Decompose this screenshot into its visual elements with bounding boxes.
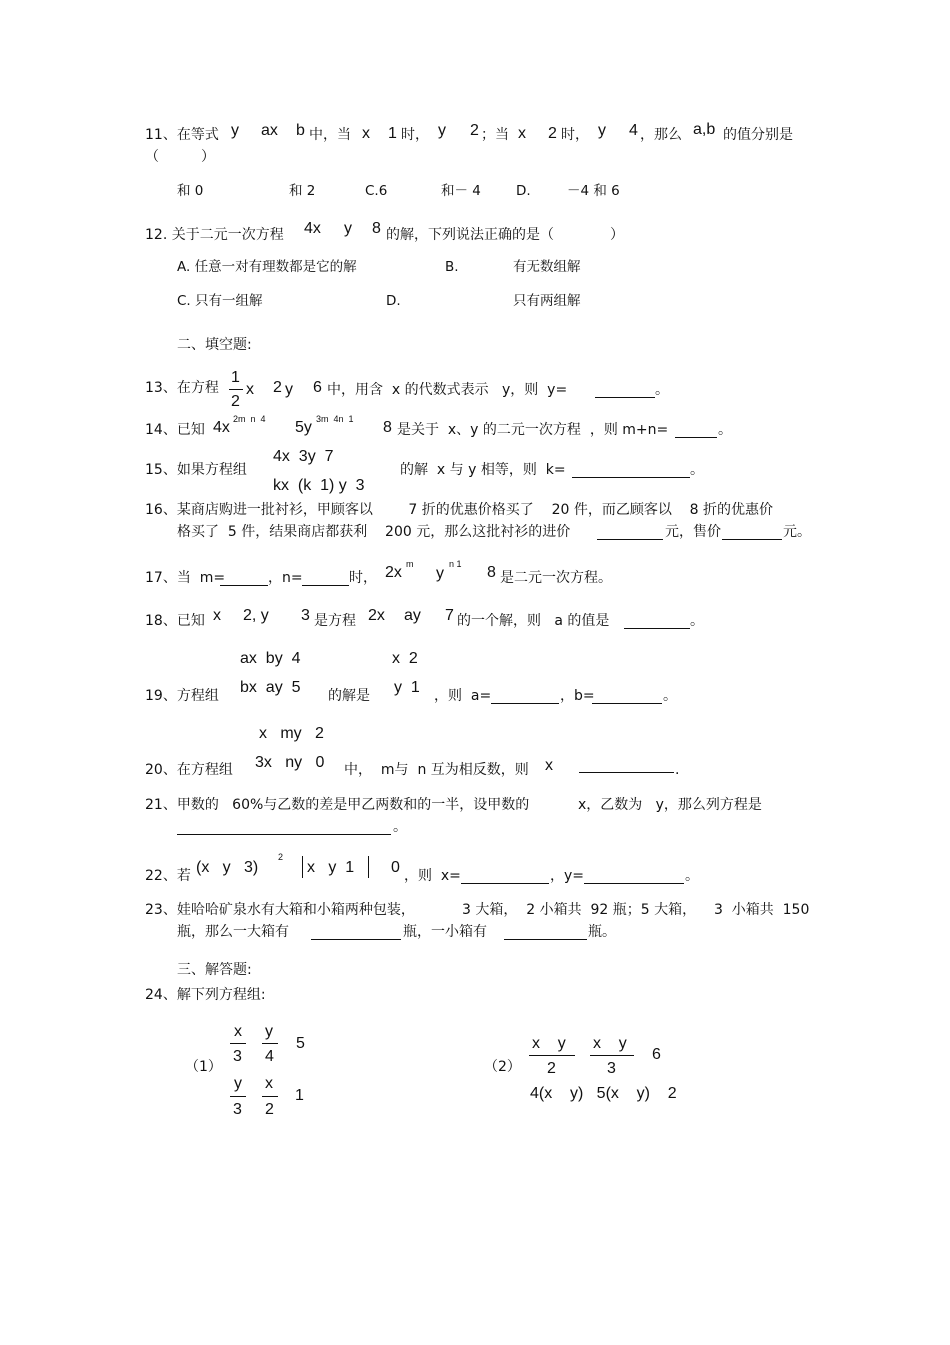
- q11-text: 时，: [561, 127, 589, 143]
- q12-option-d-text: 只有两组解: [513, 293, 581, 309]
- q17-blank: [220, 585, 268, 586]
- q15-blank: [572, 477, 690, 478]
- q18-end: 。: [690, 613, 704, 629]
- q11-option: 和 0: [177, 183, 204, 199]
- q24-fraction-num: x y: [593, 1035, 627, 1052]
- q13-text: 中，用含 x 的代数式表示 y，则 y=: [327, 382, 568, 398]
- q11-math: x: [362, 125, 370, 142]
- q14-math: 5y: [295, 419, 312, 436]
- q19-blank: [592, 703, 662, 704]
- q11-math: 4: [629, 122, 638, 139]
- q20-system-row: 3x ny 0: [255, 754, 325, 771]
- q16-blank: [722, 539, 782, 540]
- q13-fraction-num: 1: [231, 369, 240, 386]
- q18-math: 2x: [368, 607, 385, 624]
- fraction-bar: [262, 1096, 278, 1097]
- q11-math: 2: [548, 125, 557, 142]
- q13-math: 6: [313, 379, 322, 396]
- q24-fraction-num: y: [234, 1075, 242, 1092]
- q11-math: ax: [261, 122, 278, 139]
- q24-fraction-den: 3: [233, 1101, 242, 1118]
- q23-end: 瓶。: [588, 924, 616, 940]
- q21-text: x，乙数为 y，那么列方程是: [578, 797, 762, 813]
- q13-blank: [595, 397, 655, 398]
- fraction-bar: [229, 389, 243, 390]
- q11-math: y: [231, 122, 239, 139]
- q14-math: 8: [383, 419, 392, 436]
- q17-math: 2x: [385, 564, 402, 581]
- q11-option: 和－ 4: [441, 183, 481, 199]
- q24-fraction-den: 2: [547, 1060, 556, 1077]
- q12-option-a: A. 任意一对有理数都是它的解: [177, 259, 357, 275]
- q12-option-b-text: 有无数组解: [513, 259, 581, 275]
- q16-blank: [597, 539, 663, 540]
- q13-math: 2: [273, 379, 282, 396]
- q21-line1: 21、甲数的 60%与乙数的差是甲乙两数和的一半，设甲数的: [145, 797, 530, 813]
- q14-end: 。: [718, 422, 732, 438]
- q19-label: 19、方程组: [145, 688, 219, 704]
- q24-equation-row: 4(x y) 5(x y) 2: [530, 1085, 677, 1102]
- q22-text: ，y=: [550, 868, 585, 884]
- section-heading: 三、解答题:: [177, 962, 252, 978]
- q17-math: 8: [487, 564, 496, 581]
- q22-blank: [461, 883, 549, 884]
- q24-label: 24、解下列方程组:: [145, 987, 266, 1003]
- q21-blank: [177, 834, 391, 835]
- q24-rhs: 1: [295, 1087, 304, 1104]
- q23-text: 瓶，一小箱有: [403, 924, 487, 940]
- q23-line2: 瓶，那么一大箱有: [177, 924, 289, 940]
- q22-label: 22、若: [145, 868, 191, 884]
- q15-text: 的解 x 与 y 相等，则 k=: [400, 462, 566, 478]
- q24-fraction-num: x: [265, 1075, 273, 1092]
- fraction-bar: [230, 1096, 246, 1097]
- q20-math: x: [545, 757, 553, 774]
- q20-blank: [579, 772, 674, 773]
- q17-math: y: [436, 565, 444, 582]
- q19-system-row: ax by 4: [240, 650, 301, 667]
- q19-solution-row: x 2: [392, 650, 418, 667]
- q11-label: 11、在等式: [145, 127, 219, 143]
- q24-fraction-num: x y: [532, 1035, 566, 1052]
- q19-text: ，b=: [560, 688, 595, 704]
- q13-math: x: [246, 381, 254, 398]
- q11-text: ；当: [481, 127, 509, 143]
- q22-math: (x y 3): [196, 859, 259, 876]
- q15-end: 。: [690, 462, 704, 478]
- q13-end: 。: [655, 382, 669, 398]
- q14-label: 14、已知: [145, 422, 205, 438]
- q22-text: ，则 x=: [404, 868, 461, 884]
- q13-label: 13、在方程: [145, 380, 219, 396]
- fraction-bar: [590, 1055, 634, 1056]
- q14-exponent: 3m 4n 1: [316, 414, 354, 424]
- q18-math: 2, y: [243, 607, 269, 624]
- q24-part1-label: （1）: [185, 1059, 222, 1075]
- fraction-bar: [262, 1043, 278, 1044]
- q24-fraction-den: 4: [265, 1048, 274, 1065]
- q24-fraction-num: y: [265, 1023, 273, 1040]
- q11-math: x: [518, 125, 526, 142]
- q14-text: 是关于 x、y 的二元一次方程 ，则 m+n=: [397, 422, 669, 438]
- q11-math: 1: [388, 125, 397, 142]
- q18-label: 18、已知: [145, 613, 205, 629]
- q11-text: ，那么: [640, 127, 682, 143]
- q15-label: 15、如果方程组: [145, 462, 247, 478]
- q18-blank: [624, 628, 690, 629]
- q12-math: y: [344, 220, 352, 237]
- q16-line2: 格买了 5 件，结果商店都获利 200 元，那么这批衬衫的进价: [177, 524, 571, 540]
- q19-text: ，则 a=: [434, 688, 492, 704]
- q20-system-row: x my 2: [259, 725, 324, 742]
- q17-text: ，n=: [268, 570, 303, 586]
- abs-bar: [368, 856, 369, 878]
- q11-math: 2: [470, 122, 479, 139]
- q14-blank: [675, 437, 717, 438]
- q12-option-b: B.: [445, 259, 459, 275]
- q11-option: C.6: [365, 183, 388, 199]
- q17-exponent: n 1: [449, 559, 462, 569]
- q17-exponent: m: [406, 559, 414, 569]
- q11-math: a,b: [693, 121, 716, 138]
- fraction-bar: [529, 1055, 575, 1056]
- q22-exponent: 2: [278, 852, 284, 862]
- q11-text: 时，: [401, 127, 429, 143]
- q13-math: y: [285, 381, 293, 398]
- q20-label: 20、在方程组: [145, 762, 233, 778]
- q23-line1: 23、娃哈哈矿泉水有大箱和小箱两种包装，: [145, 902, 415, 918]
- q12-math: 4x: [304, 220, 321, 237]
- q16-text: 元，售价: [665, 524, 721, 540]
- q23-blank: [311, 939, 401, 940]
- q17-text: 时，: [349, 570, 377, 586]
- q16-line1: 16、某商店购进一批衬衫，甲顾客以 7 折的优惠价格买了 20 件，而乙顾客以 8 折的优惠价: [145, 502, 773, 518]
- q24-fraction-num: x: [234, 1023, 242, 1040]
- q11-text: 中，当: [309, 127, 351, 143]
- q17-text: 是二元一次方程。: [500, 570, 612, 586]
- q18-math: ay: [404, 607, 421, 624]
- q11-option: －4 和 6: [567, 183, 620, 199]
- q18-math: 3: [301, 607, 310, 624]
- q13-fraction-den: 2: [231, 393, 240, 410]
- q20-end: .: [675, 762, 680, 778]
- fraction-bar: [230, 1043, 246, 1044]
- q22-blank: [584, 883, 684, 884]
- q12-option-d: D.: [386, 293, 401, 309]
- q19-blank: [491, 703, 559, 704]
- q15-system-row: kx (k 1) y 3: [273, 477, 365, 494]
- q14-exponent: 2m n 4: [233, 414, 266, 424]
- q18-math: 7: [445, 607, 454, 624]
- section-heading: 二、填空题:: [177, 337, 252, 353]
- q24-rhs: 5: [296, 1035, 305, 1052]
- q19-system-row: bx ay 5: [240, 679, 301, 696]
- q24-fraction-den: 2: [265, 1101, 274, 1118]
- q22-end: 。: [685, 868, 699, 884]
- q12-text: 的解，下列说法正确的是（ ）: [386, 227, 624, 243]
- q11-option: 和 2: [289, 183, 316, 199]
- q14-math: 4x: [213, 419, 230, 436]
- q22-math: 0: [391, 859, 400, 876]
- q12-label: 12. 关于二元一次方程: [145, 227, 284, 243]
- q11-paren: （ ）: [145, 149, 215, 165]
- q20-text: 中， m与 n 互为相反数，则: [344, 762, 529, 778]
- q24-fraction-den: 3: [233, 1048, 242, 1065]
- q15-system-row: 4x 3y 7: [273, 448, 334, 465]
- q16-end: 元。: [783, 524, 811, 540]
- q17-blank: [302, 585, 349, 586]
- q12-option-c: C. 只有一组解: [177, 293, 263, 309]
- q12-math: 8: [372, 220, 381, 237]
- q17-label: 17、当 m=: [145, 570, 226, 586]
- q18-text: 的一个解，则 a 的值是: [457, 613, 610, 629]
- abs-bar: [302, 856, 303, 878]
- q19-end: 。: [663, 688, 677, 704]
- q11-math: y: [438, 122, 446, 139]
- q19-solution-row: y 1: [394, 679, 420, 696]
- q18-text: 是方程: [314, 613, 356, 629]
- q19-text: 的解是: [328, 688, 370, 704]
- q11-math: b: [296, 122, 305, 139]
- q23-blank: [504, 939, 587, 940]
- q24-fraction-den: 3: [607, 1060, 616, 1077]
- q22-math: x y 1: [307, 859, 355, 876]
- q11-math: y: [598, 122, 606, 139]
- q21-end: 。: [393, 819, 407, 835]
- q24-part2-label: （2）: [484, 1059, 521, 1075]
- q18-math: x: [213, 607, 221, 624]
- q24-rhs: 6: [652, 1046, 661, 1063]
- q11-option: D.: [516, 183, 531, 199]
- q11-text: 的值分别是: [723, 127, 793, 143]
- q23-line1b: 3 大箱， 2 小箱共 92 瓶；5 大箱， 3 小箱共 150: [462, 902, 810, 918]
